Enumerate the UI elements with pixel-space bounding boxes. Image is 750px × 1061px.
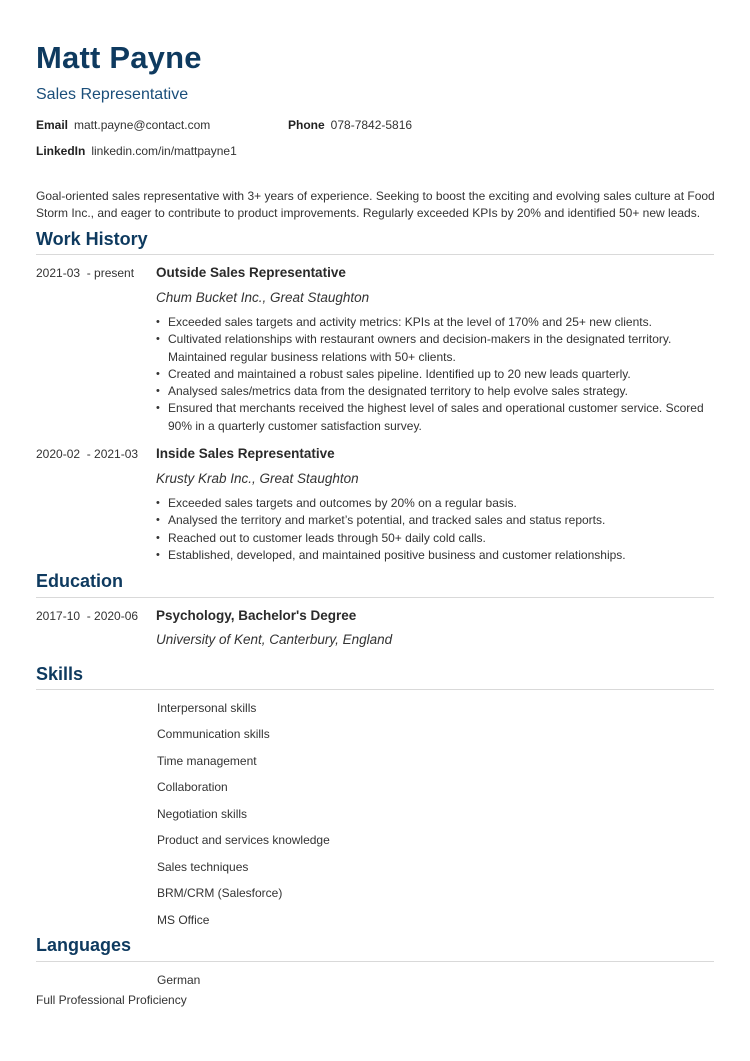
phone-label: Phone — [288, 118, 325, 132]
list-item: • Reached out to customer leads through 50+ daily cold calls. — [156, 530, 716, 547]
resume-name: Matt Payne — [36, 40, 202, 75]
linkedin-value: linkedin.com/in/mattpayne1 — [91, 144, 237, 158]
section-divider — [36, 254, 714, 255]
list-item: • Exceeded sales targets and activity metrics: KPIs at the level of 170% and 25+ new clients. — [156, 314, 716, 331]
list-item: • Exceeded sales targets and outcomes by 20% on a regular basis. — [156, 495, 716, 512]
section-title-skills: Skills — [36, 664, 84, 684]
section-title-languages: Languages — [36, 935, 132, 955]
list-item: • Cultivated relationships with restaurant owners and decision-makers in the designated territory. Maintained regular business relations with 50+ clients. — [156, 331, 716, 366]
education-dates: 2017-10 - 2020-06 — [36, 609, 139, 623]
phone-value: 078-7842-5816 — [330, 118, 413, 132]
language-proficiency: Full Professional Proficiency — [36, 993, 187, 1007]
language-name: German — [157, 973, 201, 987]
section-divider — [36, 689, 714, 690]
skill-item: MS Office — [157, 913, 210, 927]
job-dates: 2021-03 - present — [36, 266, 135, 280]
skill-item: Interpersonal skills — [157, 701, 257, 715]
email-value: matt.payne@contact.com — [74, 118, 211, 132]
contact-email — [36, 118, 210, 132]
section-divider — [36, 961, 714, 962]
list-item: • Analysed the territory and market’s potential, and tracked sales and status reports. — [156, 512, 716, 529]
skill-item: Collaboration — [157, 780, 228, 794]
section-title-work-history: Work History — [36, 229, 148, 249]
skill-item: Negotiation skills — [157, 807, 248, 821]
job-company: Chum Bucket Inc., Great Staughton — [156, 290, 370, 305]
contact-phone — [288, 118, 412, 132]
section-title-education: Education — [36, 571, 124, 591]
job-bullets — [156, 314, 716, 435]
skill-item: Time management — [157, 754, 257, 768]
contact-linkedin — [36, 144, 237, 158]
skill-item: Sales techniques — [157, 860, 249, 874]
list-item: • Established, developed, and maintained positive business and customer relationships. — [156, 547, 716, 564]
resume-job-title: Sales Representative — [36, 86, 189, 103]
education-degree: Psychology, Bachelor's Degree — [156, 608, 357, 623]
job-bullets — [156, 495, 716, 564]
linkedin-label: LinkedIn — [36, 144, 86, 158]
education-school: University of Kent, Canterbury, England — [156, 632, 393, 647]
section-divider — [36, 597, 714, 598]
skill-item: BRM/CRM (Salesforce) — [157, 886, 283, 900]
list-item: • Created and maintained a robust sales pipeline. Identified up to 20 new leads quarterly. — [156, 366, 716, 383]
job-role: Outside Sales Representative — [156, 265, 346, 280]
professional-summary: Goal-oriented sales representative with 3+ years of experience. Seeking to boost the exciting and evolving sales culture at Food Storm Inc., and eager to contribute to product improvements. Regularly exceeded KPIs by 20% and identified 50+ new leads. — [36, 189, 715, 220]
job-dates: 2020-02 - 2021-03 — [36, 447, 139, 461]
list-item: • Ensured that merchants received the highest level of sales and operational customer service. Scored 90% in a quarterly customer satisfaction survey. — [156, 400, 716, 435]
job-role: Inside Sales Representative — [156, 446, 335, 461]
email-label: Email — [36, 118, 69, 132]
list-item: • Analysed sales/metrics data from the designated territory to help evolve sales strategy. — [156, 383, 716, 400]
skill-item: Product and services knowledge — [157, 833, 330, 847]
skill-item: Communication skills — [157, 727, 270, 741]
job-company: Krusty Krab Inc., Great Staughton — [156, 471, 359, 486]
